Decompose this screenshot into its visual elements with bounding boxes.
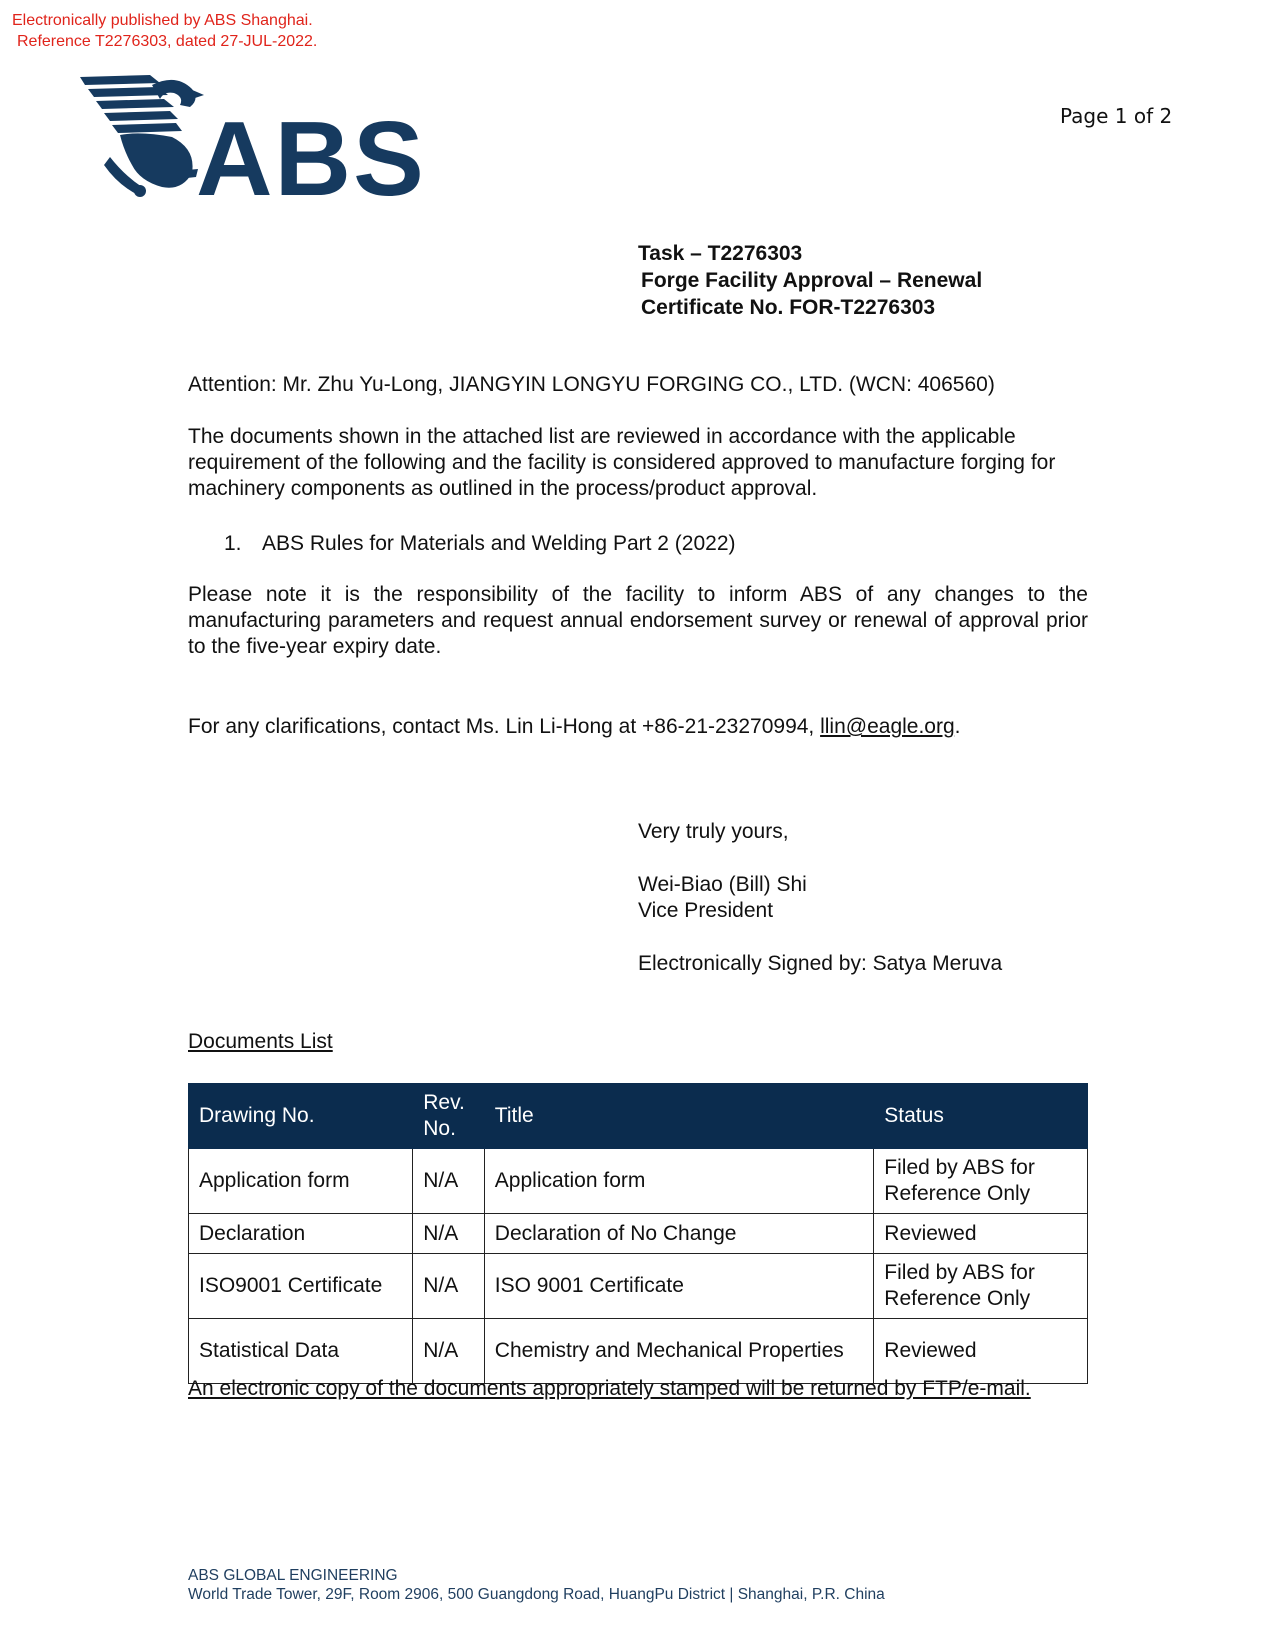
contact-text: For any clarifications, contact Ms. Lin Li-Hong at +86-21-23270994, bbox=[188, 715, 821, 738]
electronic-publication-stamp bbox=[12, 10, 317, 52]
table-row bbox=[189, 1319, 1088, 1384]
cell-status: Reviewed bbox=[874, 1319, 1088, 1384]
attention-line: Attention: Mr. Zhu Yu-Long, JIANGYIN LONGYU FORGING CO., LTD. (WCN: 406560) bbox=[188, 373, 995, 396]
cell-title: ISO 9001 Certificate bbox=[484, 1254, 873, 1319]
cell-rev-no: N/A bbox=[413, 1149, 485, 1214]
contact-line bbox=[188, 714, 1088, 740]
signatory-title: Vice President bbox=[638, 899, 774, 922]
footer bbox=[188, 1566, 885, 1604]
cell-status: Filed by ABS for Reference Only bbox=[874, 1254, 1088, 1319]
table-row bbox=[189, 1254, 1088, 1319]
cell-rev-no: N/A bbox=[413, 1319, 485, 1384]
stamp-line-2: Reference T2276303, dated 27-JUL-2022. bbox=[17, 33, 318, 50]
documents-list-label: Documents List bbox=[188, 1030, 333, 1053]
documents-table bbox=[188, 1083, 1088, 1384]
cell-drawing-no: Application form bbox=[189, 1149, 413, 1214]
table-header-row bbox=[189, 1084, 1088, 1149]
contact-email-link[interactable]: llin@eagle.org bbox=[820, 715, 955, 738]
abs-logo bbox=[80, 75, 440, 210]
cell-rev-no: N/A bbox=[413, 1254, 485, 1319]
table-row bbox=[189, 1214, 1088, 1254]
page-number: Page 1 of 2 bbox=[1060, 104, 1173, 128]
eagle-icon bbox=[80, 75, 204, 197]
rules-list-item bbox=[224, 531, 1124, 557]
header-title: Title bbox=[484, 1084, 873, 1149]
cell-status: Reviewed bbox=[874, 1214, 1088, 1254]
abs-logo-graphic bbox=[80, 75, 440, 210]
cell-title: Application form bbox=[484, 1149, 873, 1214]
electronic-signature: Electronically Signed by: Satya Meruva bbox=[638, 952, 1003, 975]
header-rev-no: Rev. No. bbox=[413, 1084, 485, 1149]
cell-title: Chemistry and Mechanical Properties bbox=[484, 1319, 873, 1384]
list-item-text: ABS Rules for Materials and Welding Part 2 (2022) bbox=[262, 532, 736, 555]
cell-status: Filed by ABS for Reference Only bbox=[874, 1149, 1088, 1214]
logo-wordmark: ABS bbox=[196, 100, 426, 210]
cell-drawing-no: Statistical Data bbox=[189, 1319, 413, 1384]
list-item-number: 1. bbox=[224, 532, 242, 555]
signatory-block bbox=[638, 872, 807, 924]
table-row bbox=[189, 1149, 1088, 1214]
cell-drawing-no: Declaration bbox=[189, 1214, 413, 1254]
cell-rev-no: N/A bbox=[413, 1214, 485, 1254]
salutation: Very truly yours, bbox=[638, 820, 789, 843]
certificate-number: Certificate No. FOR-T2276303 bbox=[641, 296, 936, 319]
task-number: Task – T2276303 bbox=[638, 242, 803, 265]
responsibility-paragraph: Please note it is the responsibility of the facility to inform ABS of any changes to the manufacturing parameters and request annual endorsement survey or renewal of approval prior to the five-year expiry date. bbox=[188, 583, 1088, 658]
electronic-copy-note: An electronic copy of the documents appropriately stamped will be returned by FTP/e-mail. bbox=[188, 1377, 1031, 1400]
footer-address: World Trade Tower, 29F, Room 2906, 500 Guangdong Road, HuangPu District | Shanghai, P.R. China bbox=[188, 1586, 885, 1603]
header-status: Status bbox=[874, 1084, 1088, 1149]
cell-drawing-no: ISO9001 Certificate bbox=[189, 1254, 413, 1319]
footer-organization: ABS GLOBAL ENGINEERING bbox=[188, 1567, 398, 1584]
document-heading bbox=[638, 240, 982, 321]
review-paragraph: The documents shown in the attached list are reviewed in accordance with the applicable requirement of the following and the facility is considered approved to manufacture forging for machinery components as outlined in the process/product approval. bbox=[188, 425, 1056, 500]
header-drawing-no: Drawing No. bbox=[189, 1084, 413, 1149]
cell-title: Declaration of No Change bbox=[484, 1214, 873, 1254]
contact-suffix: . bbox=[954, 715, 961, 738]
approval-subject: Forge Facility Approval – Renewal bbox=[641, 269, 983, 292]
signatory-name: Wei-Biao (Bill) Shi bbox=[638, 873, 807, 896]
stamp-line-1: Electronically published by ABS Shanghai. bbox=[12, 12, 313, 29]
